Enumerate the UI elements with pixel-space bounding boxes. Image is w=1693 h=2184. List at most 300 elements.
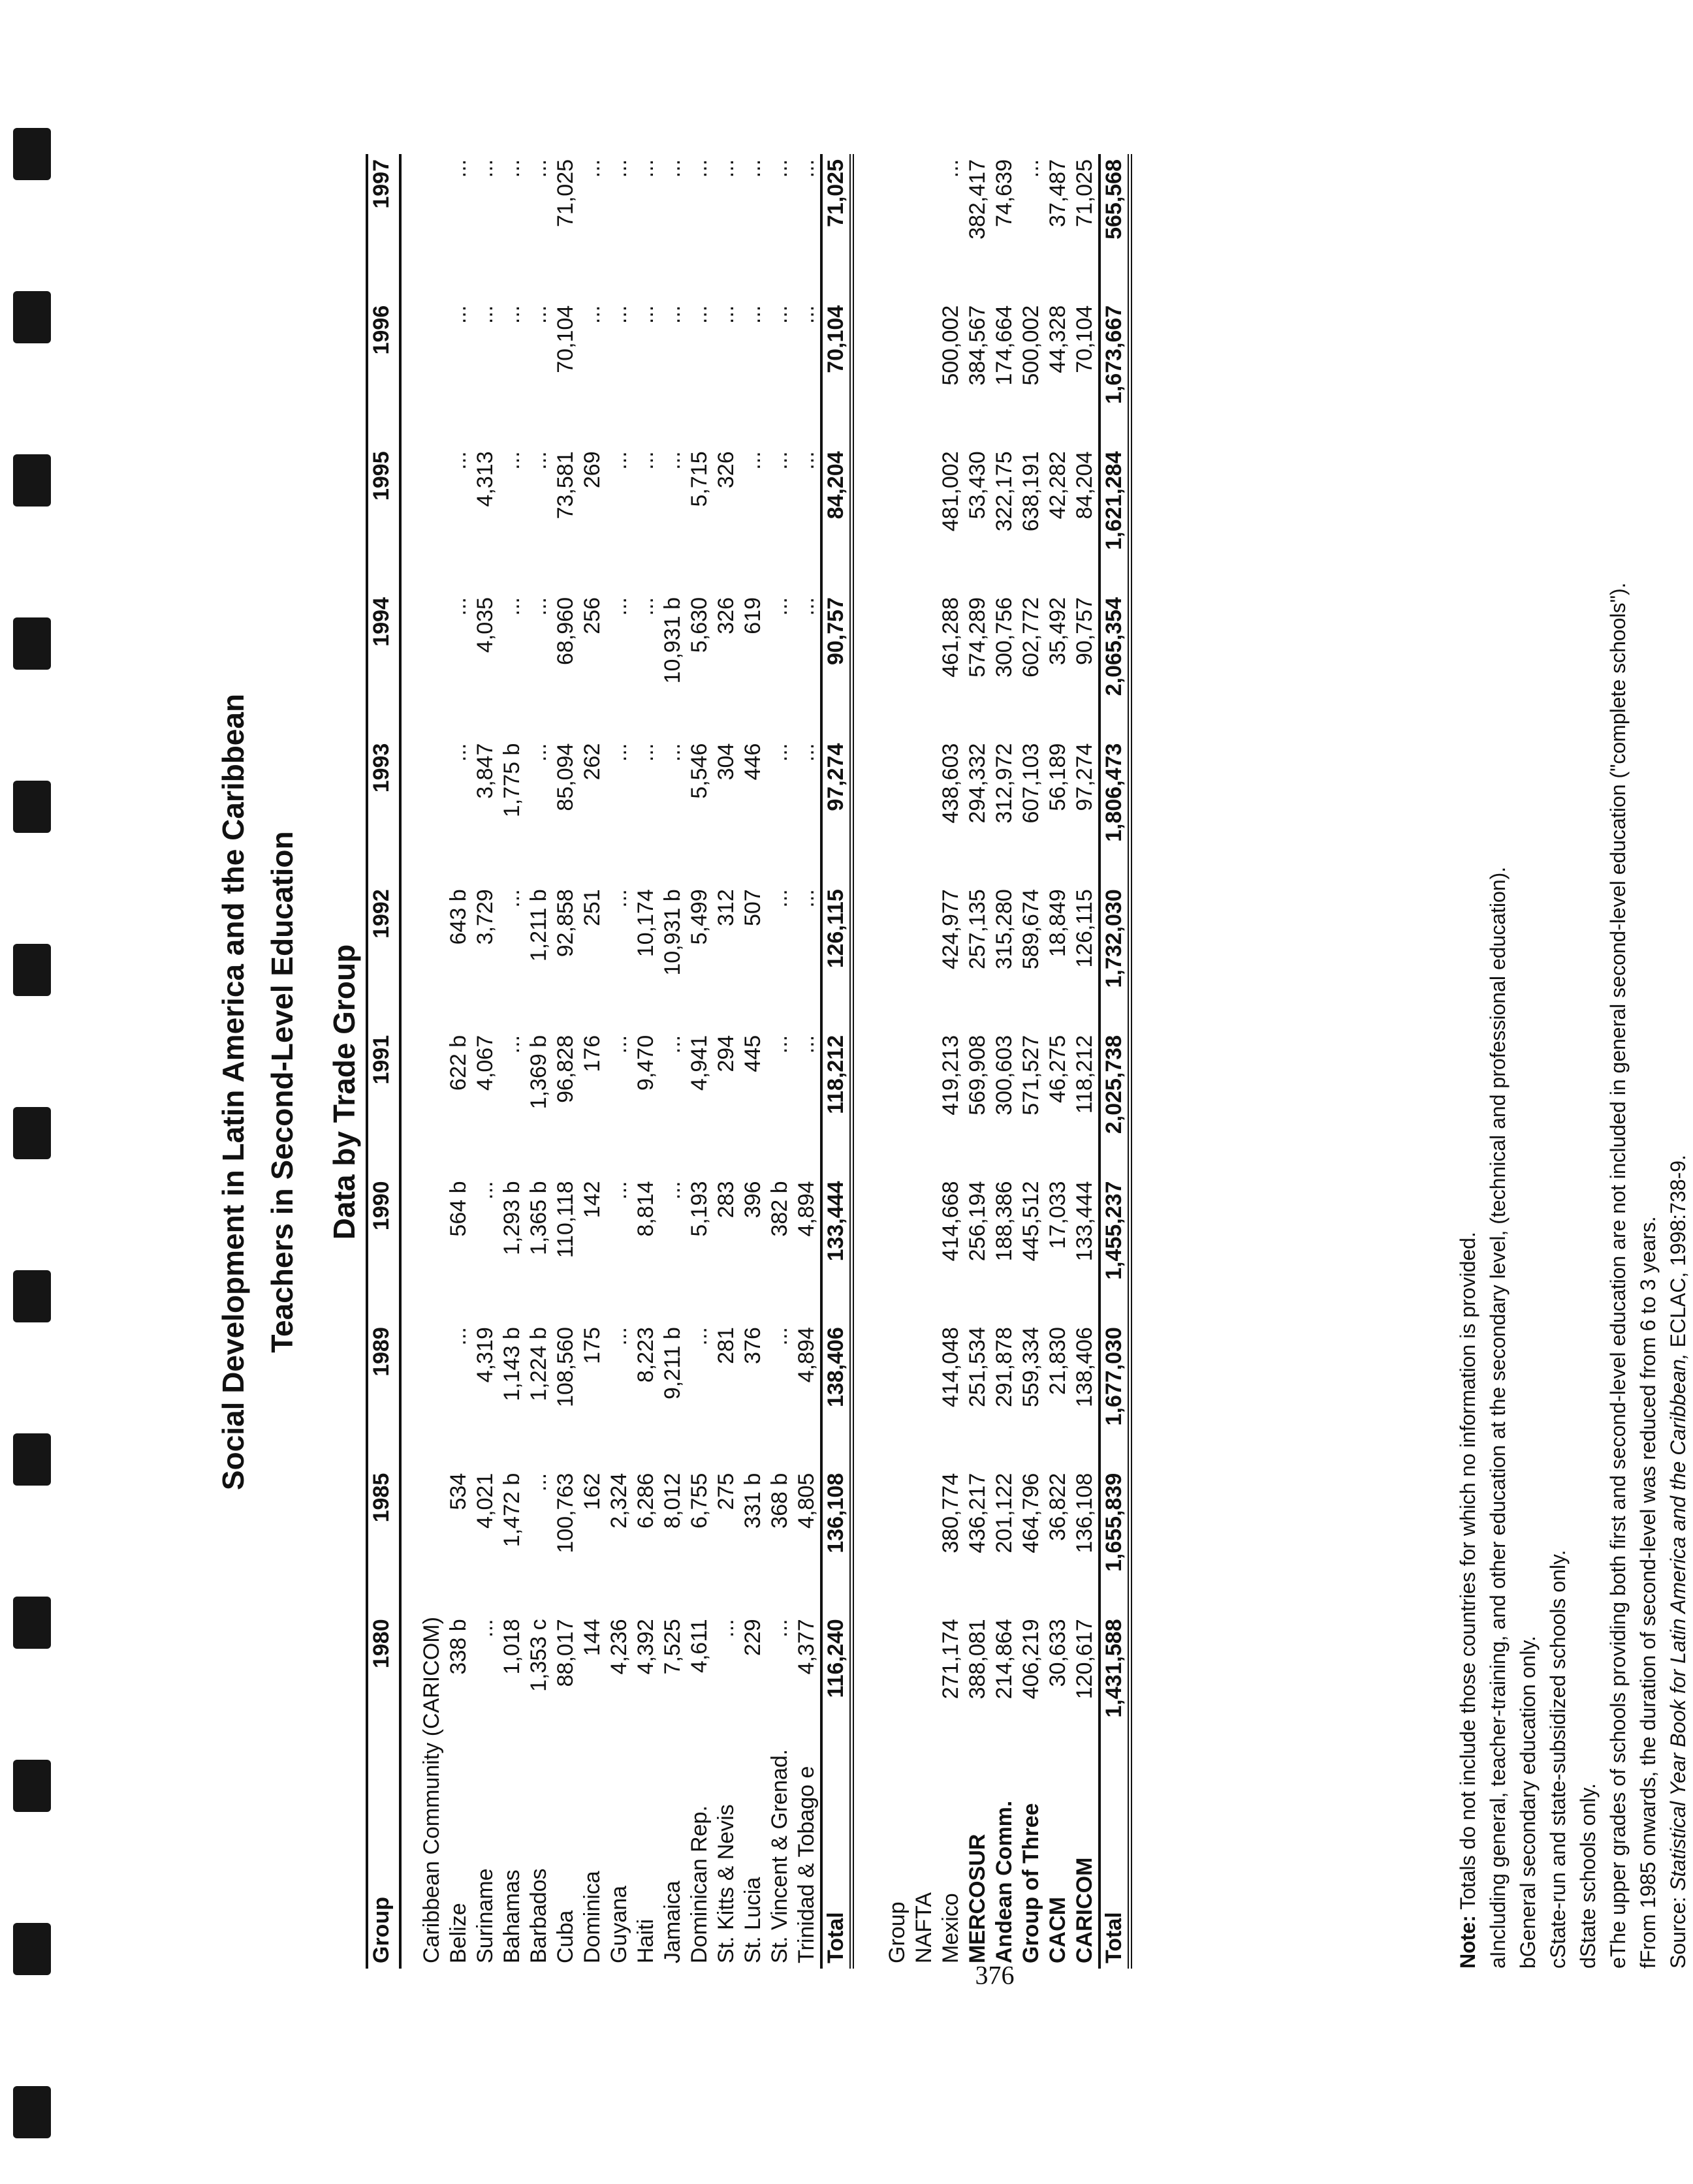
table-cell: 53,430 — [965, 451, 990, 520]
table-cell: 569,908 — [965, 1035, 990, 1115]
table-cell: ... — [499, 889, 524, 908]
table-cell: 97,274 — [1072, 743, 1097, 811]
table-cell: 4,377 — [794, 1619, 819, 1675]
table-cell: 84,204 — [1072, 451, 1097, 520]
table-cell: 406,219 — [1019, 1619, 1043, 1700]
table-cell: 445,512 — [1019, 1181, 1043, 1262]
table-cell: 73,581 — [553, 451, 578, 520]
table-cell: 565,568 — [1100, 154, 1130, 300]
table-cell: 9,211 b — [660, 1327, 685, 1400]
table-cell: 1,293 b — [499, 1181, 524, 1255]
column-header: 1992 — [367, 884, 400, 1030]
data-heading: Data by Trade Group — [327, 944, 361, 1240]
table-row — [964, 154, 991, 1969]
table-cell: 144 — [580, 1619, 605, 1657]
table-cell: 136,108 — [1072, 1473, 1097, 1553]
table-cell: ... — [473, 1181, 498, 1200]
table-cell: 133,444 — [821, 1176, 852, 1322]
table-cell: ... — [580, 305, 605, 324]
table-cell: 1,775 b — [499, 743, 524, 818]
table-cell: 68,960 — [553, 597, 578, 665]
table-cell: 1,472 b — [499, 1473, 524, 1548]
table-cell: ... — [767, 1327, 792, 1346]
table-cell: 1,018 — [499, 1619, 524, 1675]
table-cell: 275 — [714, 1473, 738, 1510]
table-cell: 5,499 — [687, 889, 712, 945]
table-cell: 46,275 — [1045, 1035, 1070, 1103]
table-cell: 257,135 — [965, 889, 990, 970]
table-cell: ... — [580, 159, 605, 178]
table-row — [526, 154, 552, 1969]
table-cell: 100,763 — [553, 1473, 578, 1553]
table-cell: 7,525 — [660, 1619, 685, 1675]
row-label: Total — [821, 1760, 852, 1969]
section-title-group — [884, 154, 911, 1969]
table-cell: 2,065,354 — [1100, 592, 1130, 738]
table-cell: 438,603 — [938, 743, 963, 824]
table-cell: 174,664 — [992, 305, 1017, 386]
table-cell: ... — [499, 159, 524, 178]
table-cell: 4,067 — [473, 1035, 498, 1091]
table-cell: 138,406 — [1072, 1327, 1097, 1408]
table-cell: ... — [794, 889, 819, 908]
table-cell: ... — [446, 1327, 471, 1346]
table-cell: 176 — [580, 1035, 605, 1072]
row-label: Dominican Rep. — [687, 1805, 712, 1963]
table-cell: 4,805 — [794, 1473, 819, 1529]
table-row — [740, 154, 767, 1969]
row-label: Guyana — [607, 1885, 631, 1963]
table-cell: 8,223 — [633, 1327, 658, 1383]
table-cell: 300,603 — [992, 1035, 1017, 1115]
table-cell: ... — [714, 305, 738, 324]
table-cell: 294 — [714, 1035, 738, 1072]
table-cell: ... — [526, 743, 551, 762]
table-cell: ... — [740, 451, 765, 470]
footnote-e: eThe upper grades of schools providing both first and second-level education are not included in general second-level education ("complete schools"). — [1606, 582, 1630, 1969]
table-cell: 1,224 b — [526, 1327, 551, 1401]
table-cell: ... — [660, 305, 685, 324]
table-cell: 1,655,839 — [1100, 1468, 1130, 1614]
table-cell: 414,668 — [938, 1181, 963, 1262]
table-cell: ... — [607, 1035, 631, 1054]
table-row — [686, 154, 713, 1969]
table-cell: 5,546 — [687, 743, 712, 799]
table-cell: 92,858 — [553, 889, 578, 958]
table-cell: 126,115 — [1072, 889, 1097, 968]
table-row — [659, 154, 686, 1969]
table-cell: ... — [1019, 159, 1043, 178]
table-cell: 256,194 — [965, 1181, 990, 1262]
table-row — [767, 154, 793, 1969]
table-cell: 2,324 — [607, 1473, 631, 1529]
table-cell: 312 — [714, 889, 738, 926]
table-cell: ... — [794, 743, 819, 762]
table-cell: 312,972 — [992, 743, 1017, 824]
table-cell: 44,328 — [1045, 305, 1070, 373]
row-label: Trinidad & Tobago e — [794, 1766, 819, 1963]
table-cell: 1,673,667 — [1100, 300, 1130, 446]
table-cell: ... — [607, 159, 631, 178]
table-cell: ... — [767, 743, 792, 762]
table-cell: ... — [767, 1035, 792, 1054]
table-cell: 4,611 — [687, 1619, 712, 1673]
section-title-caricom — [400, 154, 445, 1969]
table-cell: 271,174 — [938, 1619, 963, 1700]
table-cell: ... — [660, 1181, 685, 1200]
table-cell: ... — [633, 597, 658, 616]
row-label: Caribbean Community (CARICOM) — [419, 1617, 444, 1963]
table-cell: 229 — [740, 1619, 765, 1657]
row-label: St. Vincent & Grenad. — [767, 1749, 792, 1963]
table-cell: 118,212 — [821, 1030, 852, 1176]
column-header: 1997 — [367, 154, 400, 300]
table-cell: 384,567 — [965, 305, 990, 386]
table-cell: 8,814 — [633, 1181, 658, 1237]
table-cell: 6,286 — [633, 1473, 658, 1529]
table-cell: ... — [767, 451, 792, 470]
table-cell: ... — [794, 1035, 819, 1054]
table-cell: 1,211 b — [526, 889, 551, 962]
table-cell: ... — [499, 1035, 524, 1054]
table-row — [713, 154, 740, 1969]
table-cell: ... — [660, 743, 685, 762]
table-cell: 643 b — [446, 889, 471, 945]
table-cell: 4,894 — [794, 1327, 819, 1383]
teachers-table — [366, 154, 1132, 1969]
table-cell: ... — [446, 597, 471, 616]
column-header: 1994 — [367, 592, 400, 738]
table-cell: ... — [687, 159, 712, 178]
row-label: St. Kitts & Nevis — [714, 1804, 738, 1963]
table-cell: 70,104 — [821, 300, 852, 446]
table-cell: ... — [767, 305, 792, 324]
table-row — [1071, 154, 1100, 1969]
table-row — [579, 154, 606, 1969]
table-cell: 464,796 — [1019, 1473, 1043, 1553]
table-cell: 142 — [580, 1181, 605, 1219]
table-cell: 90,757 — [821, 592, 852, 738]
table-cell: 559,334 — [1019, 1327, 1043, 1408]
row-label: NAFTA — [911, 1892, 936, 1963]
table-cell: 256 — [580, 597, 605, 634]
row-label: Group — [885, 1901, 910, 1963]
footnote-b: bGeneral secondary education only. — [1516, 1636, 1540, 1969]
table-cell: 251,534 — [965, 1327, 990, 1408]
table-cell: ... — [794, 451, 819, 470]
table-cell: 424,977 — [938, 889, 963, 970]
table-cell: 97,274 — [821, 738, 852, 884]
table-cell: 281 — [714, 1327, 738, 1364]
table-cell: 3,729 — [473, 889, 498, 945]
table-row — [472, 154, 499, 1969]
table-cell: ... — [607, 743, 631, 762]
table-cell: 300,756 — [992, 597, 1017, 678]
table-row — [552, 154, 579, 1969]
table-cell: 315,280 — [992, 889, 1017, 970]
table-cell: 110,118 — [553, 1181, 578, 1258]
table-cell: 1,143 b — [499, 1327, 524, 1401]
table-cell: 638,191 — [1019, 451, 1043, 532]
column-header: 1995 — [367, 446, 400, 592]
row-label: Mexico — [938, 1893, 963, 1963]
table-row — [938, 154, 964, 1969]
table-cell: ... — [607, 451, 631, 470]
table-cell: 17,033 — [1045, 1181, 1070, 1249]
row-label: CARICOM — [1072, 1857, 1097, 1963]
table-cell: ... — [526, 451, 551, 470]
source-line: Source: Statistical Year Book for Latin America and the Caribbean, ECLAC, 1998:738-9. — [1666, 1155, 1690, 1969]
column-header: 1989 — [367, 1322, 400, 1468]
table-cell: ... — [526, 305, 551, 324]
table-cell: 4,392 — [633, 1619, 658, 1675]
column-header: Group — [367, 1760, 400, 1969]
table-row — [991, 154, 1018, 1969]
table-cell: 120,617 — [1072, 1619, 1097, 1700]
table-cell: ... — [607, 597, 631, 616]
column-header: 1980 — [367, 1614, 400, 1760]
table-cell: 607,103 — [1019, 743, 1043, 824]
table-cell: 4,236 — [607, 1619, 631, 1675]
table-cell: 136,108 — [821, 1468, 852, 1614]
table-cell: 1,365 b — [526, 1181, 551, 1255]
table-cell: 622 b — [446, 1035, 471, 1091]
binding-punch-strip — [0, 0, 85, 2184]
table-cell: 37,487 — [1045, 159, 1070, 227]
row-label: Suriname — [473, 1868, 498, 1963]
table-cell: 56,189 — [1045, 743, 1070, 811]
table-cell: 1,431,588 — [1100, 1614, 1130, 1760]
row-label: Jamaica — [660, 1880, 685, 1963]
total-row-caricom — [821, 154, 852, 1969]
table-cell: ... — [767, 597, 792, 616]
table-cell: 42,282 — [1045, 451, 1070, 520]
table-cell: ... — [767, 1619, 792, 1638]
table-cell: 507 — [740, 889, 765, 926]
table-cell: ... — [607, 305, 631, 324]
table-cell: 3,847 — [473, 743, 498, 799]
table-row — [606, 154, 633, 1969]
table-cell: 1,369 b — [526, 1035, 551, 1110]
table-cell: ... — [660, 451, 685, 470]
table-cell: 138,406 — [821, 1322, 852, 1468]
table-cell: 9,470 — [633, 1035, 658, 1091]
table-cell: ... — [446, 451, 471, 470]
table-cell: ... — [794, 305, 819, 324]
table-header-row — [367, 154, 400, 1969]
table-cell: 1,677,030 — [1100, 1322, 1130, 1468]
table-cell: 294,332 — [965, 743, 990, 824]
table-cell: ... — [607, 889, 631, 908]
table-cell: 326 — [714, 451, 738, 489]
table-cell: ... — [607, 1327, 631, 1346]
column-header: 1990 — [367, 1176, 400, 1322]
row-label: Group of Three — [1019, 1803, 1043, 1963]
footnote-d: dState schools only. — [1576, 1783, 1600, 1969]
table-cell: 18,849 — [1045, 889, 1070, 958]
table-cell: ... — [714, 1619, 738, 1638]
table-cell: ... — [526, 1473, 551, 1492]
table-cell: 175 — [580, 1327, 605, 1364]
table-cell: 6,755 — [687, 1473, 712, 1529]
page-subtitle: Teachers in Second-Level Education — [265, 831, 299, 1353]
table-cell: 118,212 — [1072, 1035, 1097, 1114]
table-cell: 1,353 c — [526, 1619, 551, 1692]
table-cell: ... — [660, 1035, 685, 1054]
table-cell: ... — [473, 1619, 498, 1638]
table-cell: 188,386 — [992, 1181, 1017, 1262]
table-cell: 589,674 — [1019, 889, 1043, 970]
table-cell: 380,774 — [938, 1473, 963, 1553]
table-cell: 388,081 — [965, 1619, 990, 1700]
table-cell: 251 — [580, 889, 605, 926]
table-cell: ... — [767, 159, 792, 178]
table-cell: 71,025 — [1072, 159, 1097, 227]
table-cell: 71,025 — [553, 159, 578, 227]
table-cell: 619 — [740, 597, 765, 634]
footnote-c: cState-run and state-subsidized schools only. — [1546, 1550, 1570, 1969]
table-row — [793, 154, 821, 1969]
note-totals: Note: Totals do not include those countries for which no information is provided. — [1456, 1232, 1479, 1969]
table-cell: ... — [794, 159, 819, 178]
footnote-f: fFrom 1985 onwards, the duration of second-level was reduced from 6 to 3 years. — [1636, 1216, 1660, 1969]
table-cell: 4,313 — [473, 451, 498, 507]
row-label: Total — [1100, 1760, 1130, 1969]
table-cell: 382 b — [767, 1181, 792, 1237]
table-cell: 214,864 — [992, 1619, 1017, 1700]
table-cell: 283 — [714, 1181, 738, 1219]
table-cell: 534 — [446, 1473, 471, 1510]
table-cell: 4,319 — [473, 1327, 498, 1383]
table-cell: ... — [633, 743, 658, 762]
row-label: Barbados — [526, 1868, 551, 1963]
table-cell: 162 — [580, 1473, 605, 1510]
row-label: St. Lucia — [740, 1877, 765, 1963]
table-cell: 126,115 — [821, 884, 852, 1030]
table-cell: 70,104 — [553, 305, 578, 373]
table-cell: 376 — [740, 1327, 765, 1364]
table-cell: ... — [740, 305, 765, 324]
table-cell: 133,444 — [1072, 1181, 1097, 1262]
table-cell: ... — [938, 159, 963, 178]
table-cell: 1,732,030 — [1100, 884, 1130, 1030]
row-label: Andean Comm. — [992, 1800, 1017, 1963]
table-row — [1018, 154, 1045, 1969]
table-cell: 382,417 — [965, 159, 990, 240]
footnote-a: aIncluding general, teacher-training, and other education at the secondary level, (technical and professional education). — [1486, 866, 1510, 1969]
table-cell: 326 — [714, 597, 738, 634]
table-cell: 74,639 — [992, 159, 1017, 227]
table-cell: 4,021 — [473, 1473, 498, 1529]
table-cell: ... — [714, 159, 738, 178]
table-cell: 4,941 — [687, 1035, 712, 1091]
section-subtitle-nafta — [911, 154, 938, 1969]
table-cell: 602,772 — [1019, 597, 1043, 678]
table-cell: ... — [660, 159, 685, 178]
table-cell: 331 b — [740, 1473, 765, 1529]
table-cell: 461,288 — [938, 597, 963, 678]
table-cell: 84,204 — [821, 446, 852, 592]
table-cell: 5,715 — [687, 451, 712, 507]
row-label: Haiti — [633, 1918, 658, 1963]
table-cell: ... — [687, 1327, 712, 1346]
table-cell: 35,492 — [1045, 597, 1070, 665]
table-row — [633, 154, 659, 1969]
table-cell: ... — [499, 305, 524, 324]
table-cell: 5,193 — [687, 1181, 712, 1237]
row-label: MERCOSUR — [965, 1833, 990, 1963]
row-label: CACM — [1045, 1897, 1070, 1963]
table-cell: 396 — [740, 1181, 765, 1219]
table-cell: 368 b — [767, 1473, 792, 1529]
page-number: 376 — [975, 1960, 1015, 1990]
page-title: Social Development in Latin America and the Caribbean — [216, 693, 250, 1491]
table-cell: 445 — [740, 1035, 765, 1072]
table-cell: 414,048 — [938, 1327, 963, 1408]
table-cell: 1,455,237 — [1100, 1176, 1130, 1322]
table-cell: ... — [740, 159, 765, 178]
table-cell: 500,002 — [1019, 305, 1043, 386]
table-cell: 2,025,738 — [1100, 1030, 1130, 1176]
table-cell: 436,217 — [965, 1473, 990, 1553]
column-header: 1985 — [367, 1468, 400, 1614]
table-cell: 1,806,473 — [1100, 738, 1130, 884]
row-label: Bahamas — [499, 1869, 524, 1963]
table-cell: 71,025 — [821, 154, 852, 300]
table-cell: 481,002 — [938, 451, 963, 532]
table-cell: ... — [473, 159, 498, 178]
table-cell: 571,527 — [1019, 1035, 1043, 1115]
row-label: Dominica — [580, 1871, 605, 1963]
table-cell: ... — [633, 159, 658, 178]
table-cell: 304 — [714, 743, 738, 781]
table-cell: ... — [633, 451, 658, 470]
table-cell: 85,094 — [553, 743, 578, 811]
footnotes — [1453, 141, 1693, 1969]
table-cell: ... — [526, 597, 551, 616]
table-cell: ... — [446, 159, 471, 178]
table-row — [1045, 154, 1071, 1969]
table-cell: 108,560 — [553, 1327, 578, 1408]
table-cell: 500,002 — [938, 305, 963, 386]
table-cell: 338 b — [446, 1619, 471, 1675]
table-cell: ... — [687, 305, 712, 324]
table-cell: 574,289 — [965, 597, 990, 678]
column-header: 1991 — [367, 1030, 400, 1176]
table-cell: 116,240 — [821, 1614, 852, 1760]
table-cell: ... — [767, 889, 792, 908]
table-cell: 564 b — [446, 1181, 471, 1237]
table-cell: ... — [633, 305, 658, 324]
table-cell: ... — [794, 597, 819, 616]
table-cell: 269 — [580, 451, 605, 489]
total-row-groups — [1100, 154, 1130, 1969]
table-cell: 36,822 — [1045, 1473, 1070, 1541]
table-cell: 262 — [580, 743, 605, 781]
table-cell: ... — [526, 159, 551, 178]
table-cell: 96,828 — [553, 1035, 578, 1103]
table-cell: 201,122 — [992, 1473, 1017, 1553]
table-cell: ... — [446, 305, 471, 324]
table-cell: 10,174 — [633, 889, 658, 958]
table-cell: ... — [446, 743, 471, 762]
table-cell: 322,175 — [992, 451, 1017, 532]
table-row — [499, 154, 526, 1969]
table-cell: 1,621,284 — [1100, 446, 1130, 592]
table-cell: 8,012 — [660, 1473, 685, 1529]
table-cell: 4,894 — [794, 1181, 819, 1237]
table-cell: 291,878 — [992, 1327, 1017, 1408]
